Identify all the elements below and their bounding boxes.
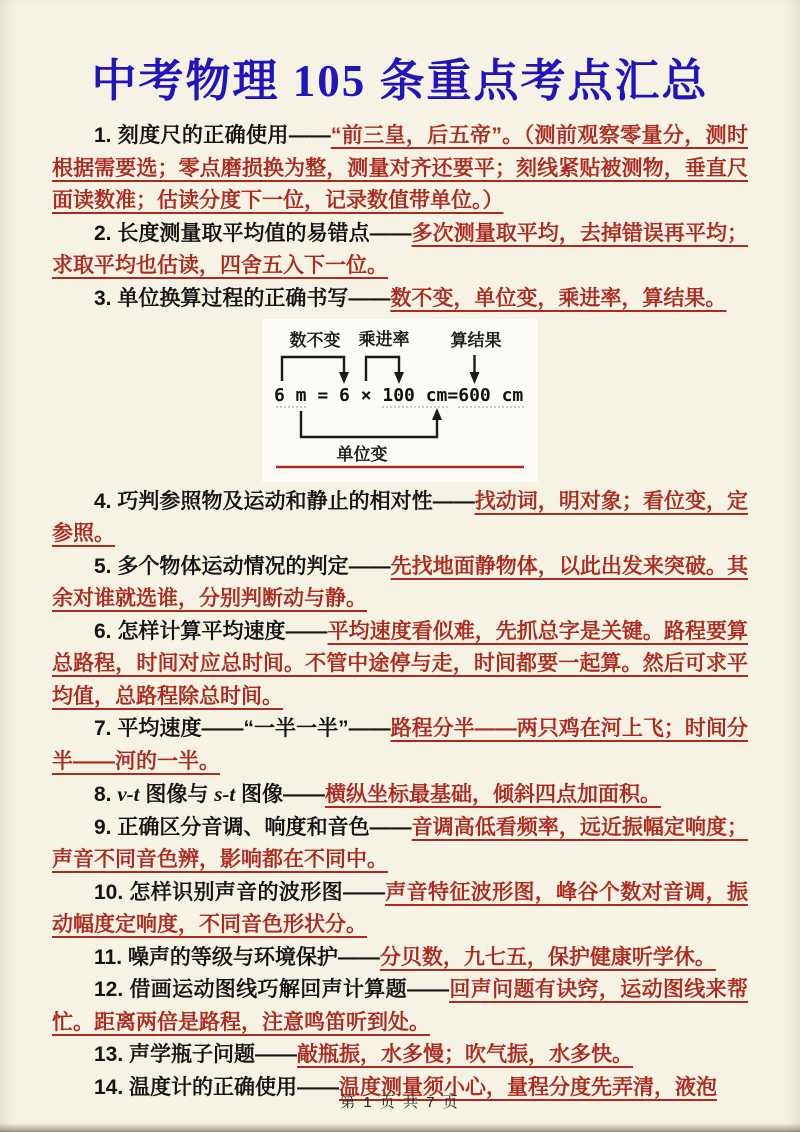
item-black-text: 1. 刻度尺的正确使用—— xyxy=(94,124,331,147)
arrowhead-multiply-rate xyxy=(394,372,404,384)
item-red-text: 声音特征波形图，峰谷个数对音调，振动幅度定响度，不同音色形状分。 xyxy=(52,880,749,936)
item-red-text: 平均速度看似难，先抓总字是关键。路程要算总路程，时间对应总时间。不管中途停与走，时间都要一起算。然后可求平均值，总路程除总时间。 xyxy=(52,619,748,708)
bracket-multiply-rate xyxy=(366,357,399,381)
item-red-text: “前三皇，后五帝”。（测前观察零量分，测时根据需要选；零点磨损换为整，测量对齐还要平；刻线紧贴被测物，垂直尺面读数准；估读分度下一位，记录数值带单位。） xyxy=(52,124,748,212)
item-black-text: 5. 多个物体运动情况的判定—— xyxy=(94,554,391,578)
item-red-text: 找动词，明对象；看位变，定参照。 xyxy=(52,489,748,545)
list-item xyxy=(52,713,748,778)
list-item xyxy=(52,283,748,316)
item-black-text: 2. 长度测量取平均值的易错点—— xyxy=(94,221,412,245)
unit-conversion-diagram xyxy=(262,319,538,482)
list-item xyxy=(52,616,748,714)
item-black-text: 3. 单位换算过程的正确书写—— xyxy=(94,286,391,310)
item-black-text: 4. 巧判参照物及运动和静止的相对性—— xyxy=(94,489,475,513)
item-black-text: 9. 正确区分音调、响度和音色—— xyxy=(94,815,412,839)
item-red-text: 路程分半——两只鸡在河上飞；时间分半——河的一半。 xyxy=(52,717,748,773)
item-red-text: 温度测量须小心，量程分度先弄清，液泡 xyxy=(339,1075,718,1099)
list-item xyxy=(52,812,748,877)
arrowhead-unit-changed xyxy=(432,408,442,420)
list-item xyxy=(52,551,748,616)
item-black-text: 10. 怎样识别声音的波形图—— xyxy=(94,880,385,904)
item-black-text: 12. 借画运动图线巧解回声计算题—— xyxy=(94,978,450,1001)
item-list-bottom xyxy=(52,486,748,1105)
page-footer: 第 1 页 共 7 页 xyxy=(340,1094,460,1111)
item-black-text: 图像与 xyxy=(139,783,215,806)
list-item xyxy=(52,120,748,218)
diagram-label-unit-changed: 单位变 xyxy=(336,445,388,464)
item-black-text: 6. 怎样计算平均速度—— xyxy=(94,619,328,643)
item-black-text: 8. xyxy=(94,783,118,806)
diagram-label-number-unchanged: 数不变 xyxy=(289,331,341,350)
item-red-text: 横纵坐标最基础，倾斜四点加面积。 xyxy=(325,783,662,806)
item-black-text: 13. 声学瓶子问题—— xyxy=(94,1043,298,1066)
item-black-text: 7. 平均速度——“一半一半”—— xyxy=(94,717,391,740)
arrowhead-calc-result xyxy=(470,372,480,384)
item-red-text: 回声问题有诀窍，运动图线来帮忙。距离两倍是路程，注意鸣笛听到处。 xyxy=(52,978,748,1034)
list-item xyxy=(52,942,748,975)
unit-conversion-svg xyxy=(262,319,538,471)
item-red-text: 数不变，单位变，乘进率，算结果。 xyxy=(390,286,727,310)
item-red-text: 敲瓶振，水多慢；吹气振，水多快。 xyxy=(297,1043,634,1066)
list-item xyxy=(52,218,748,283)
item-italic-text: s-t xyxy=(214,782,236,806)
item-red-text: 多次测量取平均，去掉错误再平均；求取平均也估读，四舍五入下一位。 xyxy=(52,221,748,277)
list-item xyxy=(52,877,748,942)
list-item xyxy=(52,1039,748,1072)
arrowhead-number-unchanged xyxy=(339,372,349,384)
list-item xyxy=(52,486,748,551)
diagram-label-calc-result: 算结果 xyxy=(450,331,502,350)
item-red-text: 音调高低看频率，远近振幅定响度；声音不同音色辨，影响都在不同中。 xyxy=(52,815,748,871)
bracket-unit-changed xyxy=(301,411,437,437)
item-black-text: 图像—— xyxy=(235,783,326,806)
item-list-top xyxy=(52,120,748,315)
list-item xyxy=(52,974,748,1039)
diagram-label-multiply-rate: 乘进率 xyxy=(358,330,410,349)
page-title: 中考物理 105 条重点考点汇总 xyxy=(91,56,709,106)
item-red-text: 分贝数，九七五，保护健康听学休。 xyxy=(379,945,716,969)
list-item xyxy=(52,778,748,812)
item-black-text: 11. 噪声的等级与环境保护—— xyxy=(94,945,380,969)
notes-content xyxy=(52,120,748,1104)
item-red-text: 先找地面静物体，以此出发来突破。其余对谁就选谁，分别判断动与静。 xyxy=(52,554,748,610)
item-black-text: 14. 温度计的正确使用—— xyxy=(94,1075,340,1099)
conversion-formula: 6 m = 6 × 100 cm=600 cm xyxy=(274,385,524,406)
bracket-number-unchanged xyxy=(282,357,344,381)
item-italic-text: v-t xyxy=(117,782,140,806)
